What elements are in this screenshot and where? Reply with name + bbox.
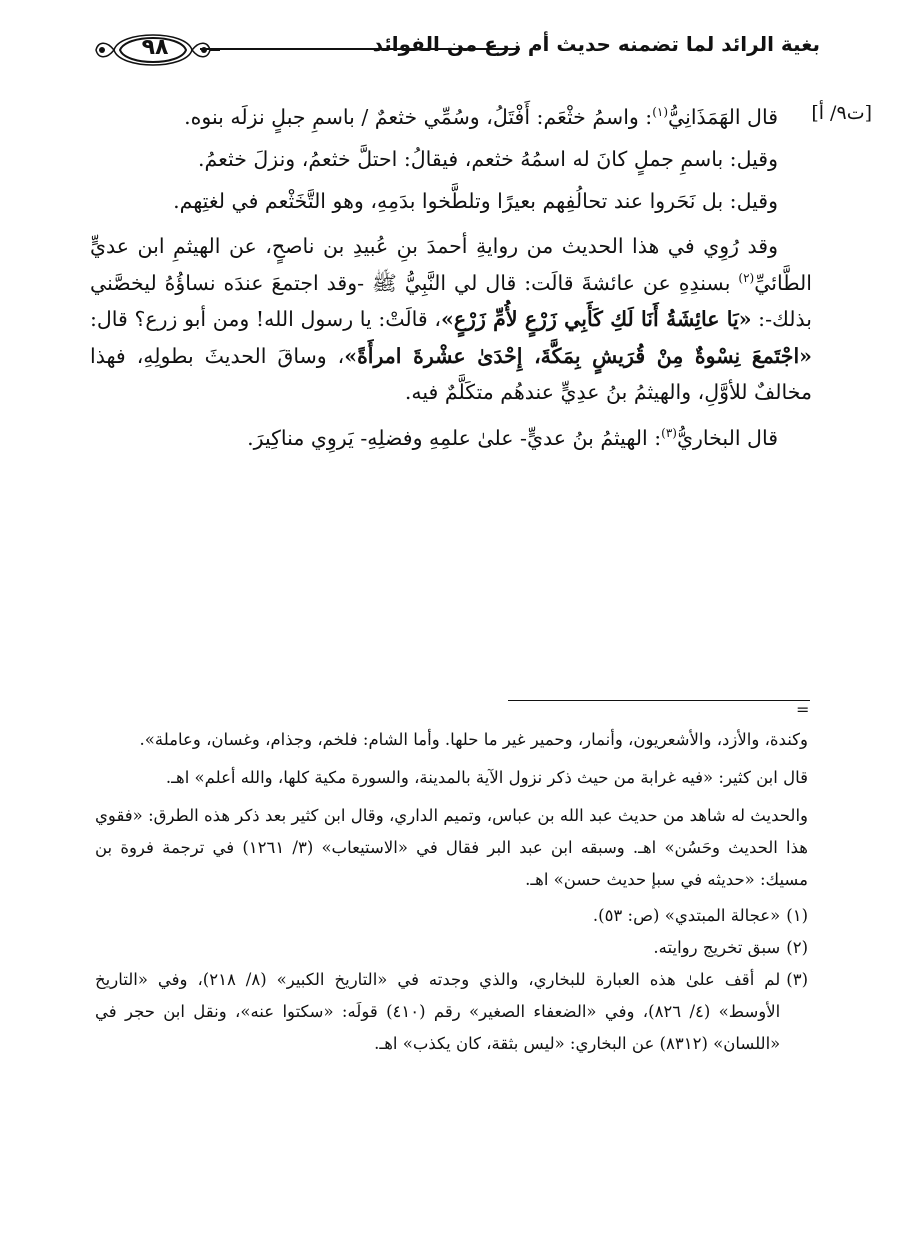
footnote-continuation-2: قال ابن كثير: «فيه غرابة من حيث ذكر نزول الآية بالمدينة، والسورة مكية كلها، والله أعلم» اهـ. <box>165 768 808 787</box>
footnote-3 <box>95 964 808 1060</box>
footnote-text: «عجالة المبتدي» (ص: ٥٣). <box>592 906 781 925</box>
footnote-number: (٢) <box>786 938 808 957</box>
footnote-text: سبق تخريج روايته. <box>653 938 781 957</box>
footnote-2 <box>95 932 808 964</box>
footnote-number: (٣) <box>786 970 808 989</box>
footnote-1 <box>95 900 808 932</box>
page-number: ٩٨ <box>141 35 169 60</box>
text-run: ، قالَتْ: يا رسول الله! ومن أبو زرع؟ قال: <box>90 307 442 331</box>
main-text <box>90 100 812 455</box>
footnote-ref-1[interactable]: (١) <box>652 105 669 120</box>
page-header <box>90 28 820 72</box>
footnote-ref-2[interactable]: (٢) <box>738 270 755 285</box>
text-run: ، وساقَ الحديثَ بطولِهِ، فهذا مخالفٌ للأوَّلِ، والهيثمُ بنُ عدِيٍّ عندهُم متكَلَّمٌ فيه. <box>90 343 812 404</box>
text-run: وقد رُوِي في هذا الحديث من روايةِ أحمدَ بنِ عُبيدِ بن ناصحٍ، عن الهيثمِ ابن عديٍّ الطَّائيِّ <box>90 234 812 295</box>
paragraph-2: وقيل: باسمِ جملٍ كانَ له اسمُهُ خثعم، فيقالُ: احتلَّ خثعمُ، ونزلَ خثعمُ. <box>197 147 778 171</box>
manuscript-folio-ref: [ت٩/ أ] <box>811 102 872 124</box>
text-run: : الهيثمُ بنُ عديٍّ- علىٰ علمِهِ وفضلِهِ- يَروِي مناكِيرَ. <box>247 425 662 450</box>
running-title: بغية الرائد لما تضمنه حديث أم زرع من الفوائد <box>372 32 820 56</box>
continuation-mark: = <box>796 700 810 719</box>
footnote-separator <box>508 700 810 701</box>
hadith-quote: «يَا عائِشَةُ أَنَا لَكِ كَأَبِي زَرْعٍ لأُمِّ زَرْعٍ» <box>441 307 752 331</box>
text-run: قال البخاريُّ <box>676 425 778 450</box>
footnote-continuation-3: والحديث له شاهد من حديث عبد الله بن عباس، وتميم الداري، وقال ابن كثير بعد ذكر هذه الطرق: «فقوي هذا الحديث وحَسُن» اهـ. وسبقه ابن عبد البر فقال في «الاستيعاب» (٣/ ١٢٦١) في ترجمة فروة بن مسيك: «حديثه في سبإ حديث حسن» اهـ. <box>95 806 808 889</box>
hadith-quote: «اجْتَمعَ نِسْوةٌ مِنْ قُرَيشٍ بِمَكَّةَ، إِحْدَىٰ عشْرةَ امرأَةً» <box>344 343 812 368</box>
footnote-number: (١) <box>786 906 808 925</box>
footnotes <box>95 724 808 1060</box>
footnote-continuation-1: وكندة، والأزد، والأشعريون، وأنمار، وحمير غير ما حلها. وأما الشام: فلخم، وجذام، وغسان، وعاملة». <box>139 730 808 749</box>
text-run: قال الهَمَذَانِيُّ <box>668 105 778 129</box>
paragraph-4 <box>90 228 812 411</box>
paragraph-1 <box>90 100 812 134</box>
footnote-ref-3[interactable]: (٣) <box>661 425 677 440</box>
text-run: : واسمُ خثْعَم: أَفْتَلُ، وسُمِّي خثعمٌ / باسمِ جبلٍ نزلَه بنوه. <box>184 105 653 129</box>
paragraph-5 <box>90 421 812 455</box>
footnote-text: لم أقف علىٰ هذه العبارة للبخاري، والذي وجدته في «التاريخ الكبير» (٨/ ٢١٨)، وفي «التاريخ الأوسط» (٤/ ٨٢٦)، وفي «الضعفاء الصغير» رقم (٤١٠) قولَه: «سكتوا عنه»، ونقل ابن حجر في «اللسان» (٨٣١٢) عن البخاري: «ليس بثقة، كان يكذب» اهـ. <box>95 970 781 1053</box>
text-run: بسندِهِ عن عائشةَ قالَت: قال لي النَّبِيُّ ﷺ -وقد اجتمعَ عندَه نساؤُهُ ليخصَّني بذلك-: <box>90 270 813 331</box>
paragraph-3: وقيل: بل نَحَروا عند تحالُفِهم بعيرًا وتلطَّخوا بدَمِهِ، وهو التَّخَثْعم في لغتِهم. <box>173 189 778 213</box>
